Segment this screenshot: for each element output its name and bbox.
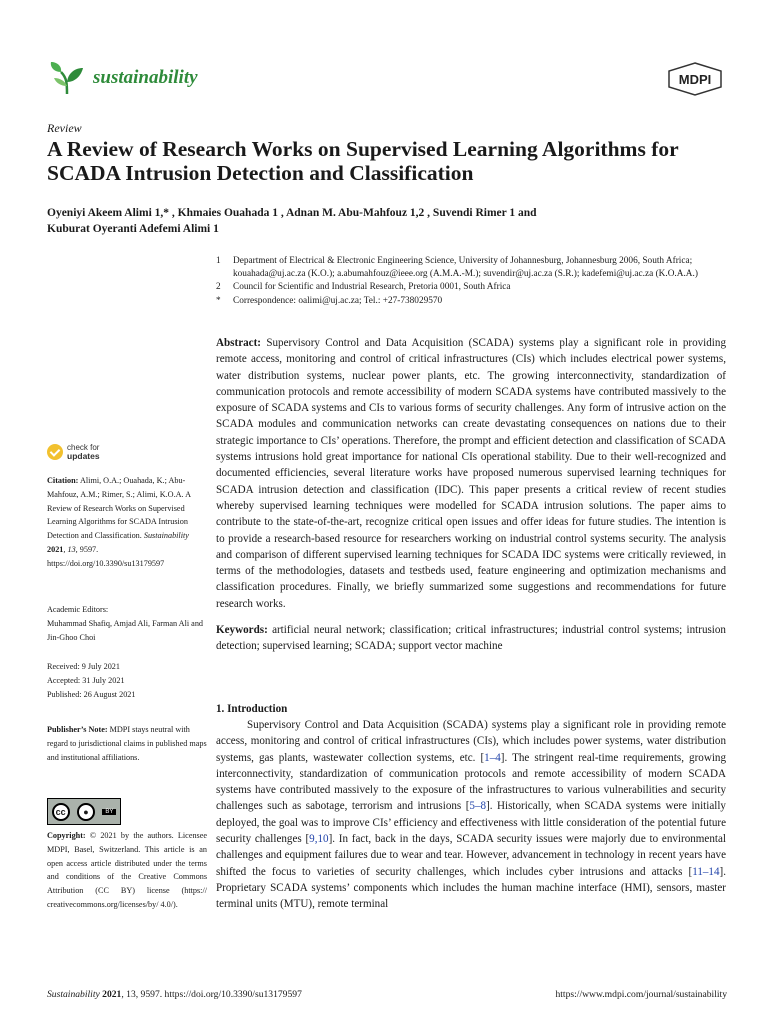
published-date: Published: 26 August 2021 [47, 689, 136, 699]
publisher-name: MDPI [678, 72, 712, 87]
mdpi-logo[interactable] [666, 62, 724, 96]
received-date: Received: 9 July 2021 [47, 662, 120, 671]
publisher-note: Publisher’s Note: MDPI stays neutral with regard to jurisdictional claims in published maps and institutional affiliations. [47, 725, 207, 762]
cc-license-badge[interactable] [47, 798, 121, 825]
footer-citation: Sustainability 2021, 13, 9597. https://doi.org/10.3390/su13179597 [47, 989, 302, 1000]
authors-line-2: Kuburat Oyeranti Adefemi Alimi 1 [47, 223, 219, 235]
dates [47, 660, 207, 701]
citation-link[interactable]: 1–4 [484, 751, 501, 764]
keywords-text: artificial neural network; classification; critical infrastructures; industrial control systems; intrusion detection; supervised learning; SCADA; support vector machine [216, 624, 726, 653]
check-icon [47, 444, 63, 460]
abstract [216, 335, 726, 612]
cc-icon: cc [52, 803, 70, 821]
section-heading: 1. Introduction [216, 702, 288, 715]
cc-by-label: BY [102, 809, 116, 815]
citation-link[interactable]: 11–14 [692, 865, 720, 878]
authors-line-1: Oyeniyi Akeem Alimi 1,* , Khmaies Ouahada 1 , Adnan M. Abu-Mahfouz 1,2 , Suvendi Rimer 1 and [47, 207, 537, 219]
affiliations [216, 255, 726, 308]
citation-link[interactable]: 5–8 [469, 800, 487, 813]
journal-logo[interactable] [47, 60, 227, 96]
academic-editors: Academic Editors: Muhammad Shafiq, Amjad Ali, Farman Ali and Jin-Ghoo Choi [47, 605, 204, 642]
correspondence: * Correspondence: oalimi@uj.ac.za; Tel.: +27-738029570 [216, 295, 443, 306]
affiliation-1: 1 Department of Electrical & Electronic Engineering Science, University of Johannesburg, Johannesburg 2006, South Africa; kouahada@uj.ac.za (K.O.); a.abumahfouz@ieee.org (A.M.A.-M.); suvendir@uj.ac.za (S.R.); kadefemi@uj.ac.za (K.O.A.A.) [216, 256, 698, 280]
journal-name: sustainability [93, 67, 198, 88]
check-for-updates-button[interactable]: check for updates [47, 443, 100, 461]
citation-link[interactable]: 9,10 [309, 833, 329, 846]
article-type: Review [47, 121, 82, 135]
accepted-date: Accepted: 31 July 2021 [47, 675, 125, 685]
affiliation-2: 2 Council for Scientific and Industrial Research, Pretoria 0001, South Africa [216, 282, 511, 293]
keywords [216, 622, 726, 655]
person-icon: ● [77, 803, 95, 821]
leaf-icon [47, 60, 87, 96]
intro-paragraph: Supervisory Control and Data Acquisition (SCADA) systems play a significant role in providing remote access, monitoring and control of critical infrastructures (CIs), which includes power systems, water distribution systems, gas plants, wastewater collection systems, etc. [1–4]. The stringent real-time requirements, growing interconnectivity, standardization of communication protocols and remote accessibility of modern SCADA systems have contributed massively to the exposure of the infrastructures to various vulnerabilities and security challenges such as sabotage, terrorism and intrusions [5–8]. Historically, when SCADA systems were initially deployed, the goal was to improve CIs’ efficiency and effectiveness with little consideration of the potential future security challenges [9,10]. In fact, back in the days, SCADA security issues were majorly due to environmental challenges and equipment failures due to wear and tear. However, advancement in technology in recent years have shifted the focus to varieties of security challenges, which includes cyber intrusions and attacks [11–14]. Proprietary SCADA systems’ components which includes the human machine interface (HMI), sensors, master terminal units (MTU), remote terminal [216, 718, 727, 911]
footer-journal-url[interactable]: https://www.mdpi.com/journal/sustainability [555, 989, 727, 1000]
author-list [47, 205, 737, 237]
keywords-label: Keywords: [216, 624, 268, 637]
main-column [216, 335, 726, 913]
copyright: Copyright: © 2021 by the authors. Licensee MDPI, Basel, Switzerland. This article is an open access article distributed under the terms and conditions of the Creative Commons Attribution (CC BY) license (https:// creativecommons.org/licenses/by/ 4.0/). [47, 831, 207, 909]
abstract-text: Supervisory Control and Data Acquisition (SCADA) systems play a significant role in providing remote access, monitoring and control of critical infrastructures (CIs) which includes electrical power systems, water distribution systems, nuclear power plants, etc. The growing interconnectivity, standardization of communication protocols and remote accessibility of modern SCADA systems have contributed massively to the exposure of SCADA systems and CIs to various forms of security challenges. Any form of intrusive action on the SCADA modules and communication networks can create devastating consequences on nations due to their strategic importance to CIs’ operations. Therefore, the prompt and efficient detection and classification of SCADA systems intrusions hold great importance for national CIs operational stability. Due to their well-recognized and documented efficiencies, several literature works have proposed numerous supervised learning techniques for SCADA intrusion detection and classification (IDC). This paper presents a critical review of recent studies whereby supervised learning techniques were modelled for SCADA intrusion solutions. The paper aims to contribute to the state-of-the-art, recognize critical open issues and offer ideas for future studies. The intention is to provide a research-based resource for researchers working on industrial control systems security. The analysis and comparison of different supervised learning techniques for SCADA IDC systems were critically reviewed, in terms of the methodologies, datasets and testbeds used, feature engineering and optimization mechanisms and classification procedures. Finally, we briefly summarized some suggestions and recommendations for future research works. [216, 337, 726, 610]
citation-block: Citation: Alimi, O.A.; Ouahada, K.; Abu-Mahfouz, A.M.; Rimer, S.; Alimi, K.O.A. A Review of Research Works on Supervised Learning Algorithms for SCADA Intrusion Detection and Classification. Sustainability 2021, 13, 9597. https://doi.org/10.3390/su13179597 [47, 476, 191, 568]
abstract-label: Abstract: [216, 337, 261, 349]
paper-title: A Review of Research Works on Supervised Learning Algorithms for SCADA Intrusion Detection and Classification [47, 137, 679, 185]
